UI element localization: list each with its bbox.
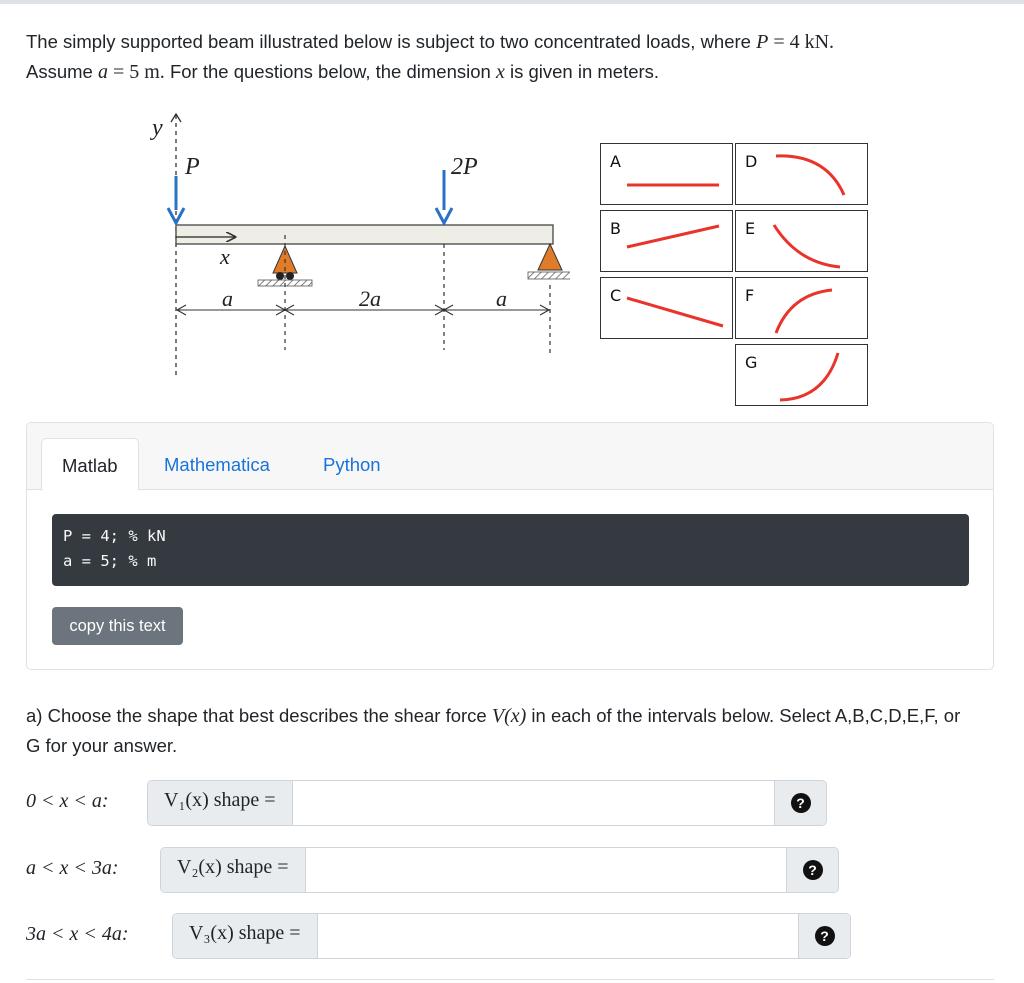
load-p-arrow-icon: [168, 208, 184, 223]
problem-statement: [26, 27, 986, 87]
legend-shape-b: B: [600, 210, 733, 272]
beam: [176, 225, 553, 244]
tab-mathematica[interactable]: Mathematica: [164, 454, 270, 475]
load-2p-label: 2P: [451, 154, 478, 180]
intro-text-4: is given in meters.: [504, 61, 660, 82]
v-of-x-symbol: V(x): [491, 705, 527, 727]
load-p-label: P: [185, 154, 200, 180]
v2-shape-input[interactable]: [335, 848, 786, 892]
top-divider: [0, 0, 1024, 4]
v3-shape-input[interactable]: [347, 914, 798, 958]
tab-python[interactable]: Python: [323, 454, 381, 475]
p-symbol: P: [756, 31, 769, 53]
legend-shape-d: D: [735, 143, 868, 205]
tab-matlab[interactable]: Matlab: [41, 438, 139, 491]
dim-a-2: a: [496, 286, 507, 311]
help-icon: ?: [791, 793, 811, 813]
legend-shape-g: G: [735, 344, 868, 406]
legend-shape-e: E: [735, 210, 868, 272]
roller-support-icon: [538, 244, 562, 270]
help-icon: ?: [815, 926, 835, 946]
dim-2a: 2a: [359, 286, 381, 311]
input-prefix: V₃(x) shape =: [173, 914, 318, 958]
copy-button[interactable]: copy this text: [52, 607, 183, 645]
bottom-divider: [26, 979, 994, 980]
beam-diagram: [130, 110, 570, 385]
v1-shape-input[interactable]: [322, 781, 774, 825]
load-2p-arrow-icon: [436, 208, 452, 223]
help-button[interactable]: [786, 848, 838, 892]
y-axis-label: y: [152, 115, 163, 141]
code-tabs: [27, 423, 993, 490]
answer-group: [160, 847, 839, 893]
p-value: = 4 kN.: [768, 31, 835, 53]
code-line-2: a = 5; % m: [63, 552, 157, 570]
help-icon: ?: [803, 860, 823, 880]
legend-shape-c: C: [600, 277, 733, 339]
interval-label: a < x < 3a:: [26, 857, 119, 879]
code-block[interactable]: [52, 514, 969, 586]
answer-group: [147, 780, 827, 826]
intro-text-1: The simply supported beam illustrated below is subject to two concentrated loads, where: [26, 31, 757, 52]
a-value: = 5 m.: [107, 61, 165, 83]
code-line-1: P = 4; % kN: [63, 527, 166, 545]
dim-a-1: a: [222, 286, 233, 311]
a-symbol: a: [97, 61, 108, 83]
intro-text-2: Assume: [26, 61, 98, 82]
code-card: [26, 422, 994, 670]
input-prefix: V₁(x) shape =: [148, 781, 293, 825]
legend-shape-f: F: [735, 277, 868, 339]
interval-label: 3a < x < 4a:: [26, 923, 129, 945]
question-text: a) Choose the shape that best describes the shear force V(x) in each of the intervals below. Select A,B,C,D,E,F, or G for your answer.: [26, 705, 961, 756]
legend-shape-a: A: [600, 143, 733, 205]
help-button[interactable]: [774, 781, 826, 825]
interval-label: 0 < x < a:: [26, 790, 109, 812]
x-axis-label: x: [220, 244, 230, 269]
x-symbol: x: [495, 61, 505, 83]
answer-group: [172, 913, 851, 959]
intro-text-3: For the questions below, the dimension: [164, 61, 496, 82]
input-prefix: V₂(x) shape =: [161, 848, 306, 892]
help-button[interactable]: [798, 914, 850, 958]
